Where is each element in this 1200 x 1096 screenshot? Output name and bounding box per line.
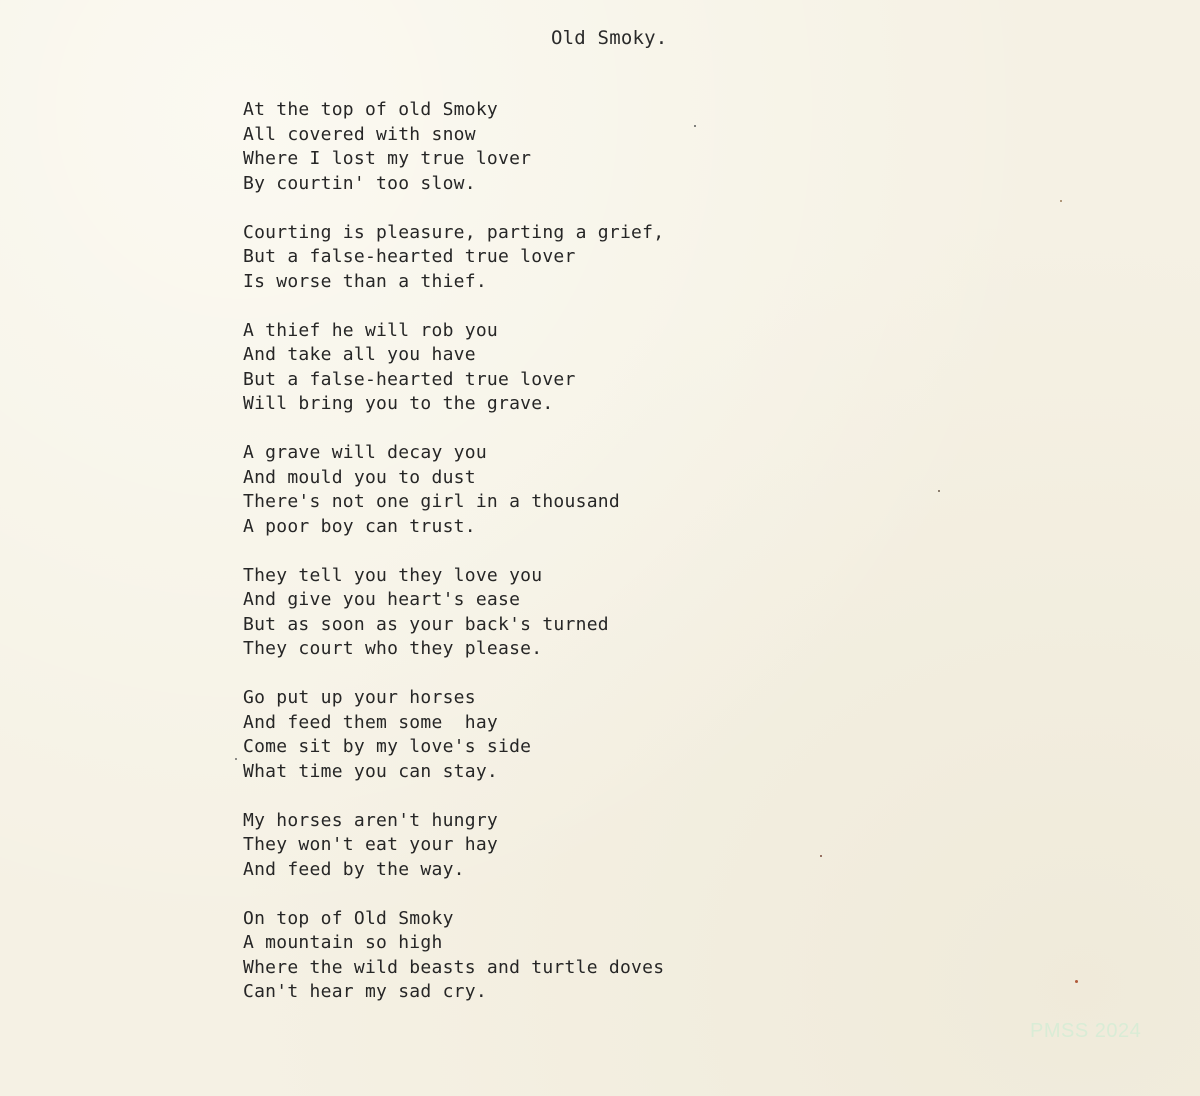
poem-line: And take all you have bbox=[243, 344, 476, 365]
page-title: Old Smoky. bbox=[551, 27, 668, 49]
poem-line: Courting is pleasure, parting a grief, bbox=[243, 221, 665, 243]
poem-line: And mould you to dust bbox=[243, 466, 476, 488]
poem-line: What time you can stay. bbox=[243, 760, 498, 782]
poem-line: By courtin' too slow. bbox=[243, 172, 476, 194]
poem-line: And feed by the way. bbox=[243, 858, 465, 880]
paper-speck bbox=[1060, 200, 1062, 202]
stanza-7 bbox=[243, 809, 803, 883]
paper-speck bbox=[938, 490, 940, 492]
stanza-2 bbox=[243, 221, 803, 295]
stanza-8 bbox=[243, 907, 803, 1005]
poem-line: Is worse than a thief. bbox=[243, 270, 487, 292]
poem-line: And give you heart's ease bbox=[243, 589, 521, 610]
poem-line: And feed them some hay bbox=[243, 711, 498, 733]
paper-speck bbox=[1075, 980, 1078, 983]
stanza-5 bbox=[243, 564, 803, 662]
poem-line: A mountain so high bbox=[243, 932, 443, 953]
poem-line: Go put up your horses bbox=[243, 687, 476, 708]
poem-line: Where I lost my true lover bbox=[243, 148, 532, 169]
poem-line: All covered with snow bbox=[243, 123, 476, 145]
poem-line: They tell you they love you bbox=[243, 564, 543, 586]
poem-line: But as soon as your back's turned bbox=[243, 613, 609, 635]
poem-line: A thief he will rob you bbox=[243, 319, 498, 341]
paper-speck bbox=[820, 855, 822, 857]
poem-line: Where the wild beasts and turtle doves bbox=[243, 956, 665, 978]
poem-line: There's not one girl in a thousand bbox=[243, 491, 620, 512]
poem-line: Can't hear my sad cry. bbox=[243, 981, 487, 1002]
poem-line: A grave will decay you bbox=[243, 442, 487, 463]
poem-line: They won't eat your hay bbox=[243, 834, 498, 855]
stanza-3 bbox=[243, 319, 803, 417]
stanza-1 bbox=[243, 98, 803, 196]
paper-speck bbox=[235, 758, 237, 760]
poem-line: On top of Old Smoky bbox=[243, 907, 454, 929]
watermark: PMSS 2024 bbox=[1030, 1020, 1142, 1042]
poem-line: They court who they please. bbox=[243, 638, 543, 659]
poem-line: But a false-hearted true lover bbox=[243, 368, 576, 390]
poem-body bbox=[243, 98, 803, 1029]
poem-line: But a false-hearted true lover bbox=[243, 246, 576, 267]
poem-line: Come sit by my love's side bbox=[243, 736, 532, 757]
stanza-4 bbox=[243, 441, 803, 539]
poem-line: Will bring you to the grave. bbox=[243, 393, 554, 414]
poem-line: A poor boy can trust. bbox=[243, 515, 476, 537]
poem-line: At the top of old Smoky bbox=[243, 99, 498, 120]
paper-speck bbox=[694, 125, 696, 127]
stanza-6 bbox=[243, 686, 803, 784]
poem-line: My horses aren't hungry bbox=[243, 809, 498, 831]
